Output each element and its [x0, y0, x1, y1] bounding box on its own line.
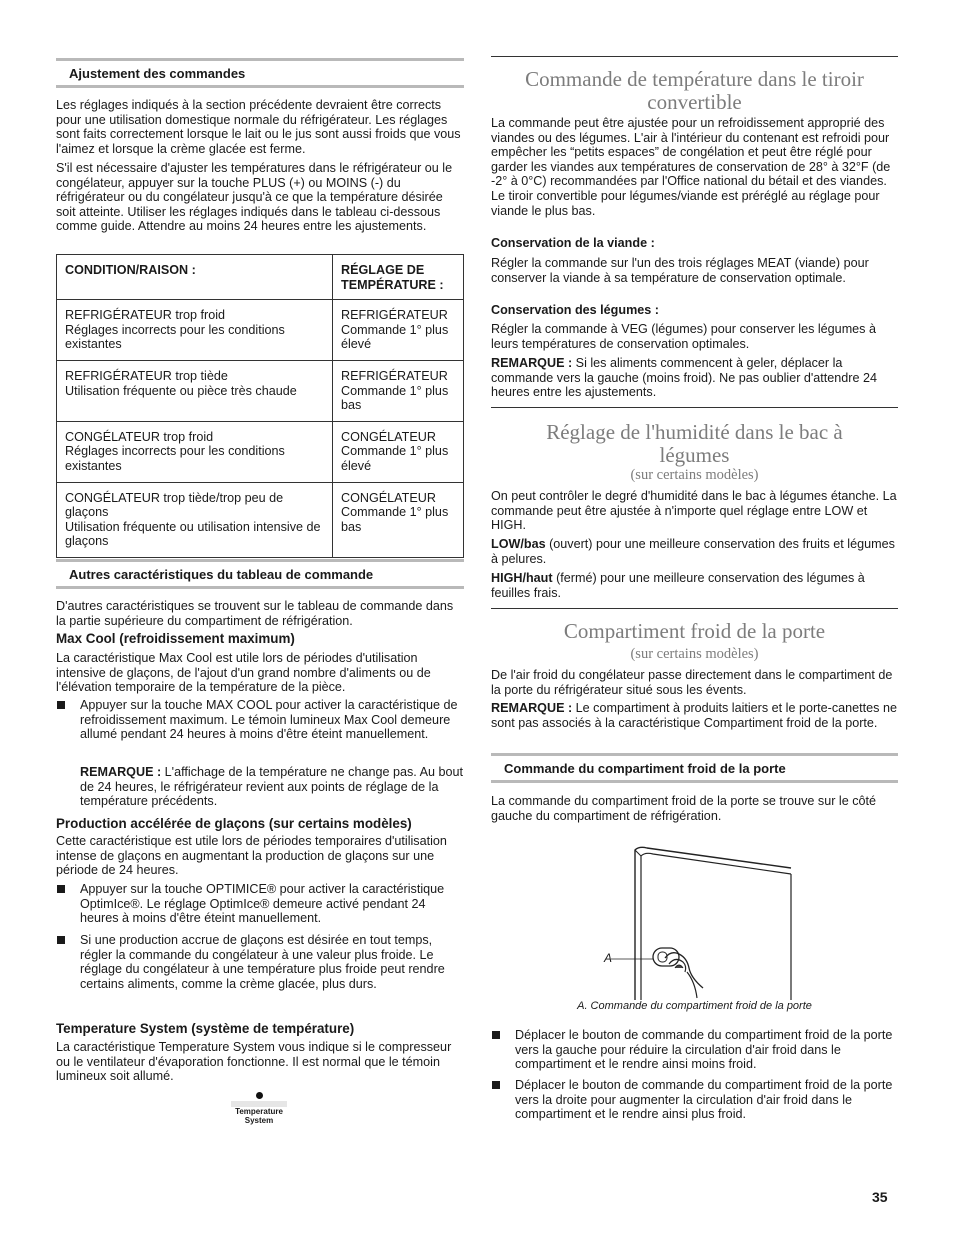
humidity-subtitle: (sur certains modèles)	[630, 467, 759, 483]
door-bullets-2	[491, 1078, 898, 1122]
list-item: Si une production accrue de glaçons est désirée en tout temps, régler la commande du congélateur à une valeur plus froide. Le réglage du congélateur à une température plus froide peut rendre certains aliments, comme la crème glacée, plus durs.	[56, 933, 464, 991]
divider	[491, 407, 898, 408]
table-header-row	[57, 255, 464, 300]
table-cell: Réglages incorrects pour les conditions existantes	[65, 322, 285, 352]
door-compartment-illustration	[591, 840, 821, 1000]
table-row	[57, 300, 464, 361]
indicator-light-icon	[256, 1092, 263, 1099]
square-bullet-icon	[57, 885, 65, 893]
meat-text: Régler la commande sur l'un des trois réglages MEAT (viande) pour conserver la viande à sa température de conservation optimale.	[491, 256, 869, 285]
door-control-heading: Commande du compartiment froid de la porte	[491, 753, 898, 783]
list-item: Appuyer sur la touche OPTIMICE® pour activer la caractéristique OptimIce®. Le réglage OptimIce® demeure activé pendant 24 heures à moins d'être éteint manuellement.	[56, 882, 464, 926]
ice-list	[56, 882, 464, 926]
maxcool-text: La caractéristique Max Cool est utile lors de périodes d'utilisation intensive de glaçons, de l'ajout d'un grand nombre d'aliments ou de l'élévation temporaire de la température de la pièce.	[56, 651, 431, 695]
adjust-heading: Ajustement des commandes	[56, 58, 464, 88]
table-cell: Utilisation fréquente ou utilisation intensive de glaçons	[65, 519, 321, 549]
figure-label-a: A	[604, 951, 613, 965]
table-cell: Commande 1° plus élevé	[341, 322, 449, 352]
page-number: 35	[872, 1189, 888, 1205]
table-cell: REFRIGÉRATEUR trop tiède	[65, 368, 228, 383]
ice-title: Production accélérée de glaçons (sur certains modèles)	[56, 816, 412, 831]
door-title: Compartiment froid de la porte	[563, 619, 826, 643]
list-item: Déplacer le bouton de commande du compartiment froid de la porte vers la droite pour augmenter la circulation d'air froid dans le compartiment et le rendre ainsi plus froid.	[491, 1078, 898, 1122]
table-header-setting: RÉGLAGE DE TEMPÉRATURE :	[333, 255, 464, 300]
drawer-note: REMARQUE : Si les aliments commencent à geler, déplacer la commande vers la gauche (moins froid). Ne pas oublier d'attendre 24 heures entre les ajustements.	[491, 356, 878, 400]
table-row	[57, 360, 464, 421]
adjust-paragraph-2: S'il est nécessaire d'ajuster les températures dans le réfrigérateur ou le congélateur, appuyer sur la touche PLUS (+) ou MOINS (-) du réfrigérateur ou du congélateur jusqu'à ce que la température désirée soit atteinte. Utiliser les réglages indiqués dans le tableau ci-dessous comme guide. Attendre au moins 24 heures entre les ajustements.	[56, 161, 453, 234]
table-cell: CONGÉLATEUR trop froid	[65, 429, 214, 444]
humidity-low: LOW/bas (ouvert) pour une meilleure conservation des fruits et légumes à pelures.	[491, 537, 895, 566]
tempsys-text: La caractéristique Temperature System vous indique si le compresseur ou le ventilateur d'évaporation fonctionne. Il est normal que le témoin lumineux soit allumé.	[56, 1040, 452, 1084]
ice-text: Cette caractéristique est utile lors de périodes temporaires d'utilisation intense de glaçons en augmentant la production de glaçons sur une période de 24 heures.	[56, 834, 447, 878]
table-cell: Réglages incorrects pour les conditions existantes	[65, 444, 285, 473]
features-heading: Autres caractéristiques du tableau de commande	[56, 559, 464, 589]
table-cell: Utilisation fréquente ou pièce très chaude	[65, 383, 297, 398]
humidity-high: HIGH/haut (fermé) pour une meilleure conservation des légumes à feuilles frais.	[491, 571, 865, 600]
table-row	[57, 482, 464, 557]
temperature-system-icon	[216, 1092, 302, 1125]
drawer-paragraph: La commande peut être ajustée pour un refroidissement approprié des viandes ou des légumes. L'air à l'intérieur du contenant est refroidi pour empêcher les “petits espaces” de congélation et peut être réglé pour garder les viandes aux températures de conservation de 28° à 32°F (de -2° à 0°C) recommandées par l'Office national du bétail et des viandes. Le tiroir convertible pour légumes/viande est préréglé au réglage pour viande le plus bas.	[491, 116, 891, 218]
features-intro: D'autres caractéristiques se trouvent sur le tableau de commande dans la partie supérieure du compartiment de réfrigération.	[56, 599, 454, 628]
square-bullet-icon	[57, 701, 65, 709]
door-paragraph: De l'air froid du congélateur passe directement dans le compartiment de la porte du réfrigérateur situé sous les évents.	[491, 668, 893, 697]
humidity-title: Réglage de l'humidité dans le bac à légumes	[546, 420, 843, 467]
table-cell: Commande 1° plus élevé	[341, 444, 449, 473]
ice-list-2	[56, 933, 464, 991]
temperature-system-label: Temperature	[235, 1107, 283, 1116]
meat-label: Conservation de la viande :	[491, 236, 655, 250]
table-cell: Commande 1° plus bas	[341, 505, 449, 534]
list-item: Déplacer le bouton de commande du compartiment froid de la porte vers la gauche pour réduire la circulation d'air froid dans le compartiment et le rendre ainsi moins froid.	[491, 1028, 898, 1072]
table-cell: CONGÉLATEUR	[341, 429, 436, 444]
square-bullet-icon	[57, 936, 65, 944]
adjustment-table	[56, 254, 464, 558]
table-cell: CONGÉLATEUR trop tiède/trop peu de glaçons	[65, 490, 284, 520]
table-cell: REFRIGÉRATEUR trop froid	[65, 308, 226, 323]
veg-text: Régler la commande à VEG (légumes) pour conserver les légumes à leurs températures de conservation optimales.	[491, 322, 876, 351]
maxcool-title: Max Cool (refroidissement maximum)	[56, 631, 295, 646]
tempsys-title: Temperature System (système de température)	[56, 1021, 355, 1036]
adjust-paragraph-1: Les réglages indiqués à la section précédente devraient être corrects pour une utilisation domestique normale du réfrigérateur. Les réglages sont faits correctement lorsque le lait ou le jus sont aussi froids que vous l'aimez et lorsque la crème glacée est ferme.	[56, 98, 461, 156]
divider	[491, 56, 898, 57]
drawer-title: Commande de température dans le tiroir convertible	[525, 67, 864, 114]
table-cell: CONGÉLATEUR	[341, 490, 436, 505]
table-row	[57, 421, 464, 482]
table-cell: REFRIGÉRATEUR	[341, 368, 448, 383]
divider	[491, 608, 898, 609]
veg-label: Conservation des légumes :	[491, 303, 659, 317]
table-cell: Commande 1° plus bas	[341, 383, 449, 413]
door-control-text: La commande du compartiment froid de la porte se trouve sur le côté gauche du compartiment de réfrigération.	[491, 794, 877, 823]
maxcool-list	[56, 698, 464, 742]
door-subtitle: (sur certains modèles)	[630, 646, 759, 662]
door-note: REMARQUE : Le compartiment à produits laitiers et le porte-canettes ne sont pas associés à la caractéristique Compartiment froid de la porte.	[491, 701, 897, 730]
square-bullet-icon	[492, 1031, 500, 1039]
list-item: Appuyer sur la touche MAX COOL pour activer la caractéristique de refroidissement maximum. Le témoin lumineux Max Cool demeure allumé pendant 24 heures à moins d'être éteint manuellement.	[56, 698, 464, 742]
temperature-system-label-2: System	[244, 1116, 274, 1125]
table-cell: REFRIGÉRATEUR	[341, 308, 448, 323]
door-bullets	[491, 1028, 898, 1072]
square-bullet-icon	[492, 1081, 500, 1089]
maxcool-note: REMARQUE : L'affichage de la température ne change pas. Au bout de 24 heures, le réfrigérateur revient aux points de réglage de la température précédents.	[80, 765, 464, 809]
table-header-condition: CONDITION/RAISON :	[57, 255, 333, 300]
humidity-paragraph: On peut contrôler le degré d'humidité dans le bac à légumes étanche. La commande peut être ajustée à n'importe quel réglage entre LOW et HIGH.	[491, 489, 897, 533]
figure-caption: A. Commande du compartiment froid de la porte	[577, 1000, 812, 1012]
